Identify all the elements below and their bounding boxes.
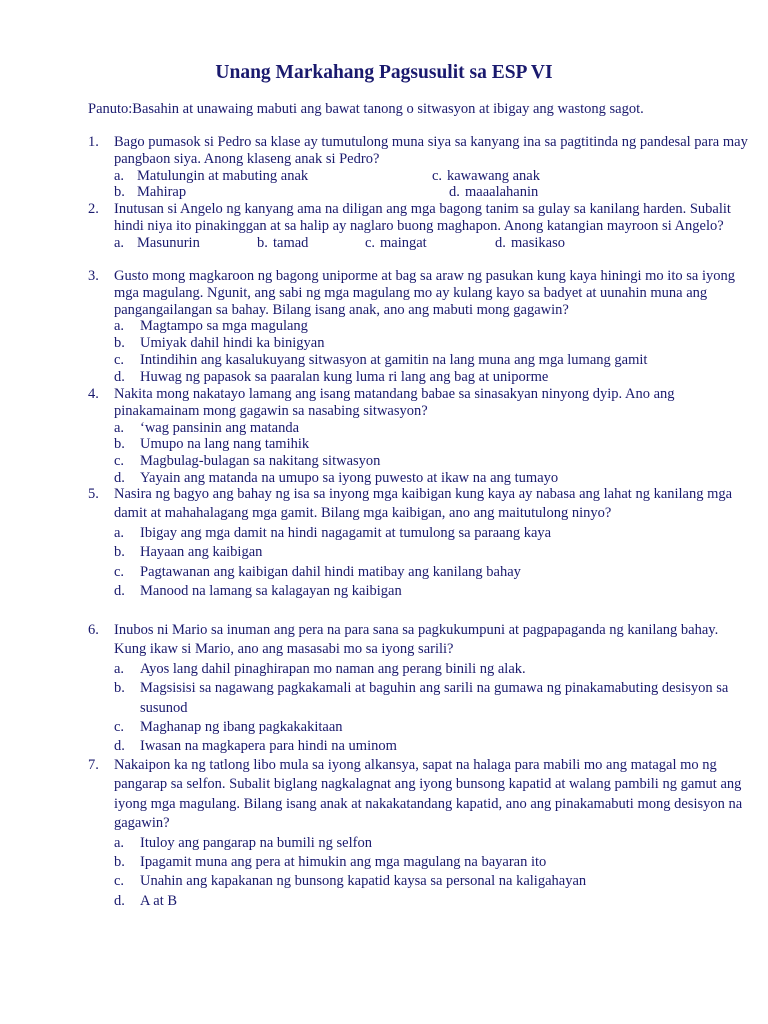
option-letter: b.	[257, 234, 268, 251]
option-letter: c.	[114, 351, 125, 368]
option-letter: c.	[114, 719, 125, 736]
option-letter: b.	[114, 544, 125, 561]
option-text: Ayos lang dahil pinaghirapan mo naman ang perang binili ng alak.	[140, 660, 526, 677]
option-letter: d.	[114, 892, 125, 909]
options-row	[114, 235, 753, 252]
question-number: 6.	[88, 622, 99, 638]
option-text: tamad	[273, 234, 309, 251]
option-text: Manood na lamang sa kalagayan ng kaibigan	[140, 583, 402, 600]
option-text: ‘wag pansinin ang matanda	[140, 419, 300, 436]
question-number: 4.	[88, 386, 99, 402]
option-text: Ituloy ang pangarap na bumili ng selfon	[140, 834, 372, 851]
option-letter: c.	[114, 873, 125, 890]
option-letter: d.	[114, 469, 125, 486]
question-text: Inubos ni Mario sa inuman ang pera na para sana sa pagkukumpuni at pagpapaganda ng kanilang bahay. Kung ikaw si Mario, ano ang masasabi mo sa iyong sarili?	[114, 622, 719, 658]
option-letter: a.	[114, 834, 125, 851]
option-text: Umiyak dahil hindi ka binigyan	[140, 335, 325, 352]
question-number: 5.	[88, 486, 99, 502]
option-text: Matulungin at mabuting anak	[137, 167, 309, 184]
option-text: Mahirap	[137, 184, 187, 201]
option-text: Magsisisi sa nagawang pagkakamali at baguhin ang sarili na gumawa ng pinakamabuting desisyon sa susunod	[140, 680, 729, 716]
option-text: Yayain ang matanda na umupo sa iyong puwesto at ikaw na ang tumayo	[140, 469, 559, 486]
option-d	[114, 582, 753, 601]
question-number: 2.	[88, 201, 99, 217]
question-7	[88, 756, 753, 911]
question-4	[88, 386, 753, 487]
option-letter: a.	[114, 167, 125, 184]
option-text: Pagtawanan ang kaibigan dahil hindi matibay ang kanilang bahay	[140, 563, 521, 580]
question-text: Gusto mong magkaroon ng bagong uniporme at bag sa araw ng pasukan kung kaya hiningi mo ito sa iyong mga magulang. Ngunit, ang sabi ng mga magulang mo ay kulang kayo sa badyet at uunahin muna ang pangangailangan sa bahay. Bilang isang anak, ano ang mabuti mong gagawin?	[114, 268, 735, 318]
option-letter: d.	[114, 738, 125, 755]
option-text: A at B	[140, 892, 178, 909]
option-letter: b.	[114, 854, 125, 871]
option-letter: d.	[114, 368, 125, 385]
options-grid	[114, 168, 753, 202]
question-1	[88, 134, 753, 201]
option-b	[114, 335, 753, 352]
option-b	[114, 543, 753, 562]
question-text: Bago pumasok si Pedro sa klase ay tumutulong muna siya sa kanyang ina sa pagtitinda ng pandesal para may pangbaon siya. Anong klaseng anak si Pedro?	[114, 134, 748, 167]
question-text: Nasira ng bagyo ang bahay ng isa sa inyong mga kaibigan kung kaya ay nabasa ang lahat ng kanilang mga damit at mahahalagang mga gamit. Bilang mga kaibigan, ano ang maitutulong ninyo?	[114, 486, 733, 522]
option-b	[114, 853, 753, 872]
option-letter: a.	[114, 524, 125, 541]
option-text: maaalahanin	[465, 184, 539, 201]
option-text: Magbulag-bulagan sa nakitang sitwasyon	[140, 453, 381, 470]
option-d	[114, 737, 753, 756]
option-d	[114, 892, 753, 911]
question-text: Nakaipon ka ng tatlong libo mula sa iyong alkansya, sapat na halaga para mabili mo ang matagal mo ng pangarap sa selfon. Subalit biglang nagkalagnat ang iyong bunsong kapatid at walang pambili ng gamut ang iyong mga magulang. Bilang isang anak at nakakatandang kapatid, ano ang pinakamabuti mong desisyon na gagawin?	[114, 757, 743, 832]
option-text: Maghanap ng ibang pagkakakitaan	[140, 719, 343, 736]
option-letter: a.	[114, 234, 125, 251]
option-text: Unahin ang kapakanan ng bunsong kapatid kaysa sa personal na kaligahayan	[140, 873, 587, 890]
option-b	[114, 436, 753, 453]
option-d	[114, 369, 753, 386]
option-letter: a.	[114, 318, 125, 335]
option-text: maingat	[380, 234, 427, 251]
option-text: Magtampo sa mga magulang	[140, 318, 308, 335]
option-letter: c.	[114, 563, 125, 580]
option-letter: b.	[114, 335, 125, 352]
option-letter: c.	[114, 453, 125, 470]
question-number: 7.	[88, 757, 99, 773]
option-c	[114, 718, 753, 737]
directions: Panuto:Basahin at unawaing mabuti ang bawat tanong o sitwasyon at ibigay ang wastong sagot.	[88, 101, 644, 117]
question-number: 3.	[88, 268, 99, 284]
page-title: Unang Markahang Pagsusulit sa ESP VI	[215, 62, 553, 83]
option-c	[114, 352, 753, 369]
option-text: Masunurin	[137, 234, 200, 251]
option-letter: d.	[449, 184, 460, 201]
question-text: Nakita mong nakatayo lamang ang isang matandang babae sa sinasakyan ninyong dyip. Ano ang pinakamainam mong gagawin sa nasabing sitwasyon?	[114, 386, 675, 419]
option-text: Hayaan ang kaibigan	[140, 544, 263, 561]
option-c	[114, 563, 753, 582]
option-b	[114, 679, 753, 718]
option-a	[114, 524, 753, 543]
question-number: 1.	[88, 134, 99, 150]
option-letter: a.	[114, 660, 125, 677]
option-text: kawawang anak	[447, 167, 540, 184]
option-text: Ipagamit muna ang pera at himukin ang mga magulang na bayaran ito	[140, 854, 547, 871]
option-letter: c.	[432, 167, 443, 184]
option-text: masikaso	[511, 234, 565, 251]
question-text: Inutusan si Angelo ng kanyang ama na diligan ang mga bagong tanim sa gulay sa kanilang harden. Subalit hindi niya ito pinakinggan at sa halip ay naglaro buong maghapon. Anong katangian mayroon si Angelo?	[114, 201, 731, 234]
question-2	[88, 201, 753, 251]
option-text: Huwag ng papasok sa paaralan kung luma ri lang ang bag at uniporme	[140, 368, 549, 385]
option-text: Umupo na lang nang tamihik	[140, 436, 310, 453]
option-a	[114, 660, 753, 679]
option-c	[114, 872, 753, 891]
option-a	[114, 834, 753, 853]
option-letter: b.	[114, 436, 125, 453]
option-letter: a.	[114, 419, 125, 436]
option-text: Ibigay ang mga damit na hindi nagagamit at tumulong sa paraang kaya	[140, 524, 552, 541]
option-c	[114, 453, 753, 470]
option-a	[114, 318, 753, 335]
option-a	[114, 420, 753, 437]
option-text: Iwasan na magkapera para hindi na uminom	[140, 738, 397, 755]
option-text: Intindihin ang kasalukuyang sitwasyon at gamitin na lang muna ang mga lumang gamit	[140, 351, 648, 368]
option-letter: c.	[365, 234, 376, 251]
question-5	[88, 485, 753, 601]
option-letter: b.	[114, 680, 125, 697]
option-letter: d.	[495, 234, 506, 251]
question-6	[88, 621, 753, 757]
question-3	[88, 268, 753, 386]
option-letter: b.	[114, 184, 125, 201]
option-letter: d.	[114, 583, 125, 600]
